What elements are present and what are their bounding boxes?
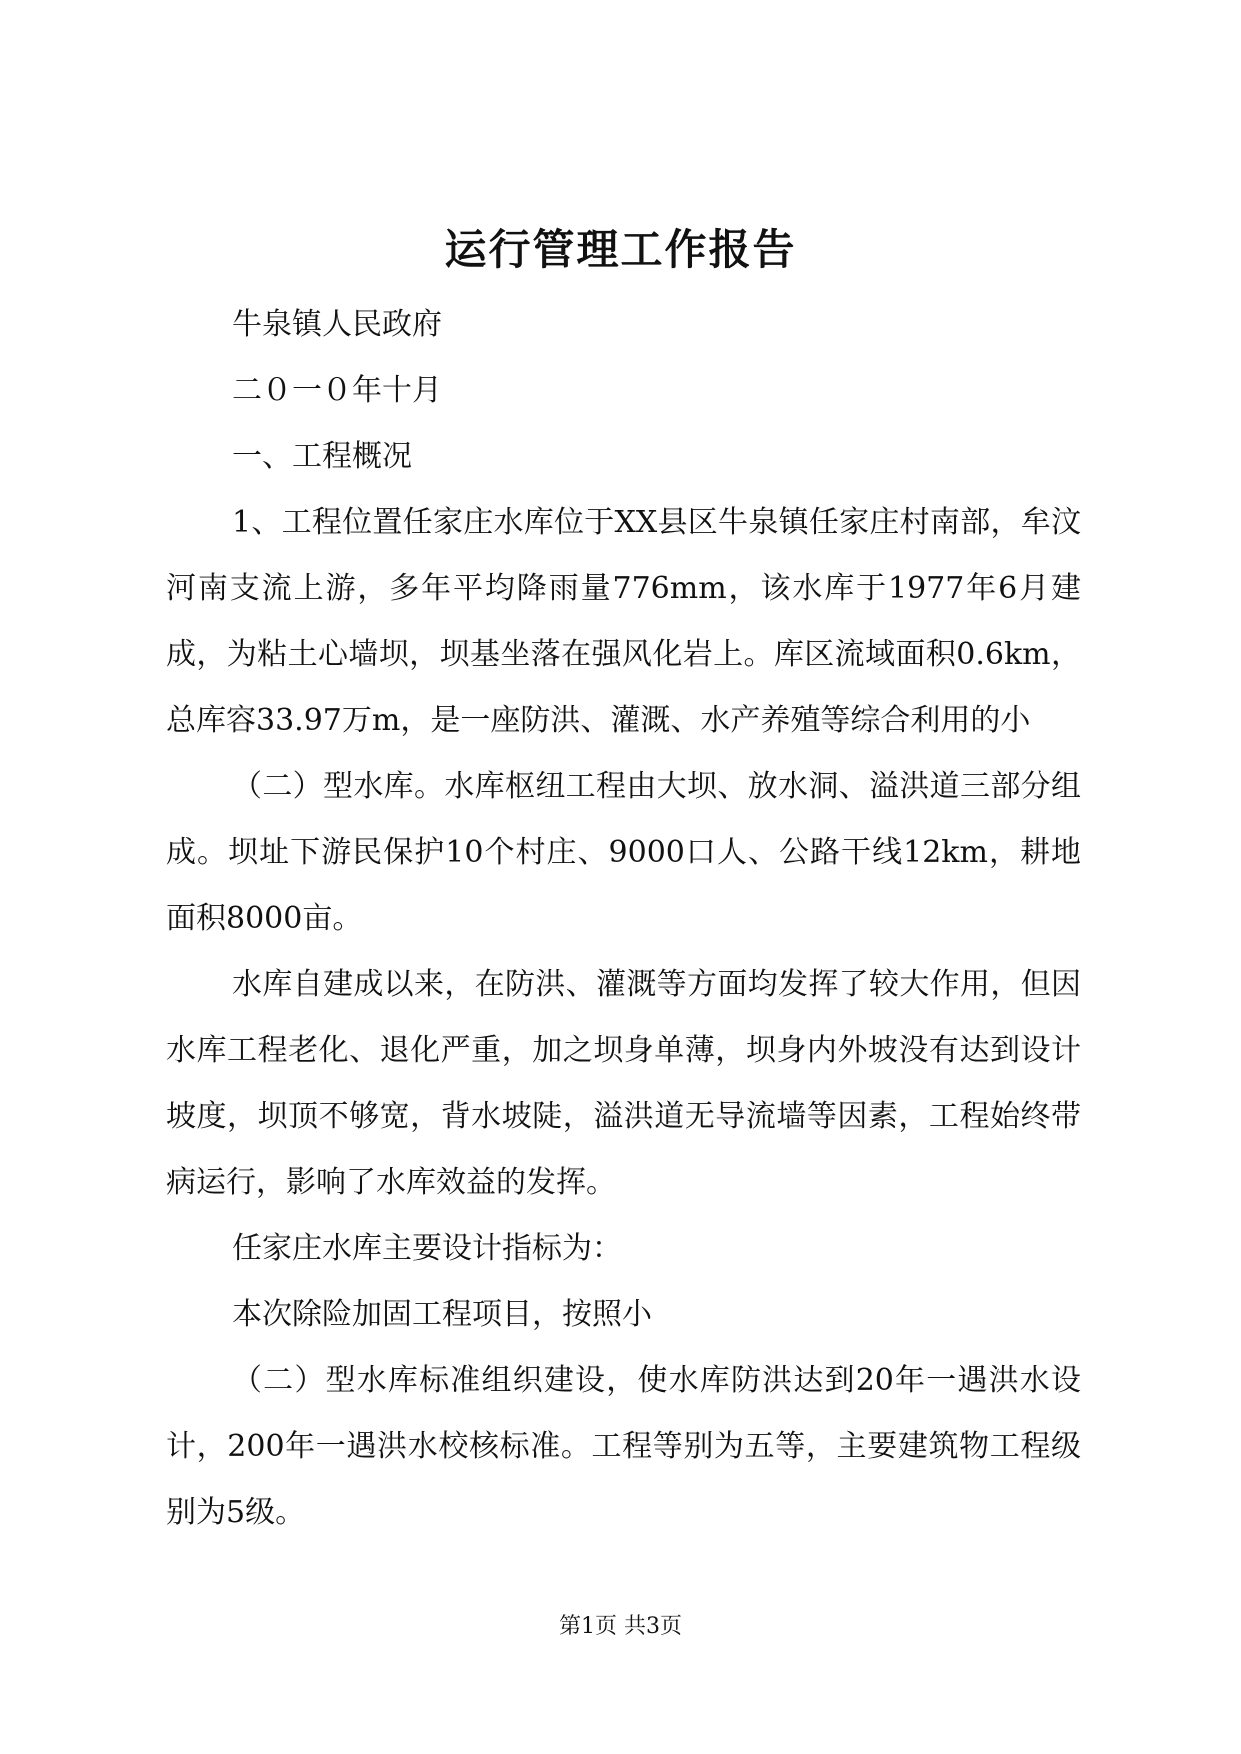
- paragraph-design-standard: （二）型水库标准组织建设，使水库防洪达到20年一遇洪水设计，200年一遇洪水校核标准。工程等别为五等，主要建筑物工程级别为5级。: [166, 1363, 1081, 1530]
- paragraph-reinforcement-intro: 本次除险加固工程项目，按照小: [232, 1297, 652, 1332]
- date-line: 二０一０年十月: [232, 373, 442, 408]
- paragraph-design-index-intro: 任家庄水库主要设计指标为：: [232, 1231, 622, 1266]
- section-heading: 一、工程概况: [232, 439, 412, 474]
- paragraph-reservoir-condition: 水库自建成以来，在防洪、灌溉等方面均发挥了较大作用，但因水库工程老化、退化严重，加之坝身单薄，坝身内外坡没有达到设计坡度，坝顶不够宽，背水坡陡，溢洪道无导流墙等因素，工程始终带病运行，影响了水库效益的发挥。: [166, 967, 1081, 1200]
- document-title: 运行管理工作报告: [444, 225, 797, 274]
- paragraph-reservoir-structure: （二）型水库。水库枢纽工程由大坝、放水洞、溢洪道三部分组成。坝址下游民保护10个村庄、9000口人、公路干线12km，耕地面积8000亩。: [166, 769, 1081, 936]
- issuer-line: 牛泉镇人民政府: [232, 307, 442, 342]
- paragraph-project-location: 1、工程位置任家庄水库位于XX县区牛泉镇任家庄村南部，牟汶河南支流上游，多年平均降雨量776mm，该水库于1977年6月建成，为粘土心墙坝，坝基坐落在强风化岩上。库区流域面积0.6km，总库容33.97万m，是一座防洪、灌溉、水产养殖等综合利用的小: [166, 505, 1081, 738]
- document-body: [166, 292, 1081, 1546]
- page-number-footer: 第1页 共3页: [559, 1614, 682, 1639]
